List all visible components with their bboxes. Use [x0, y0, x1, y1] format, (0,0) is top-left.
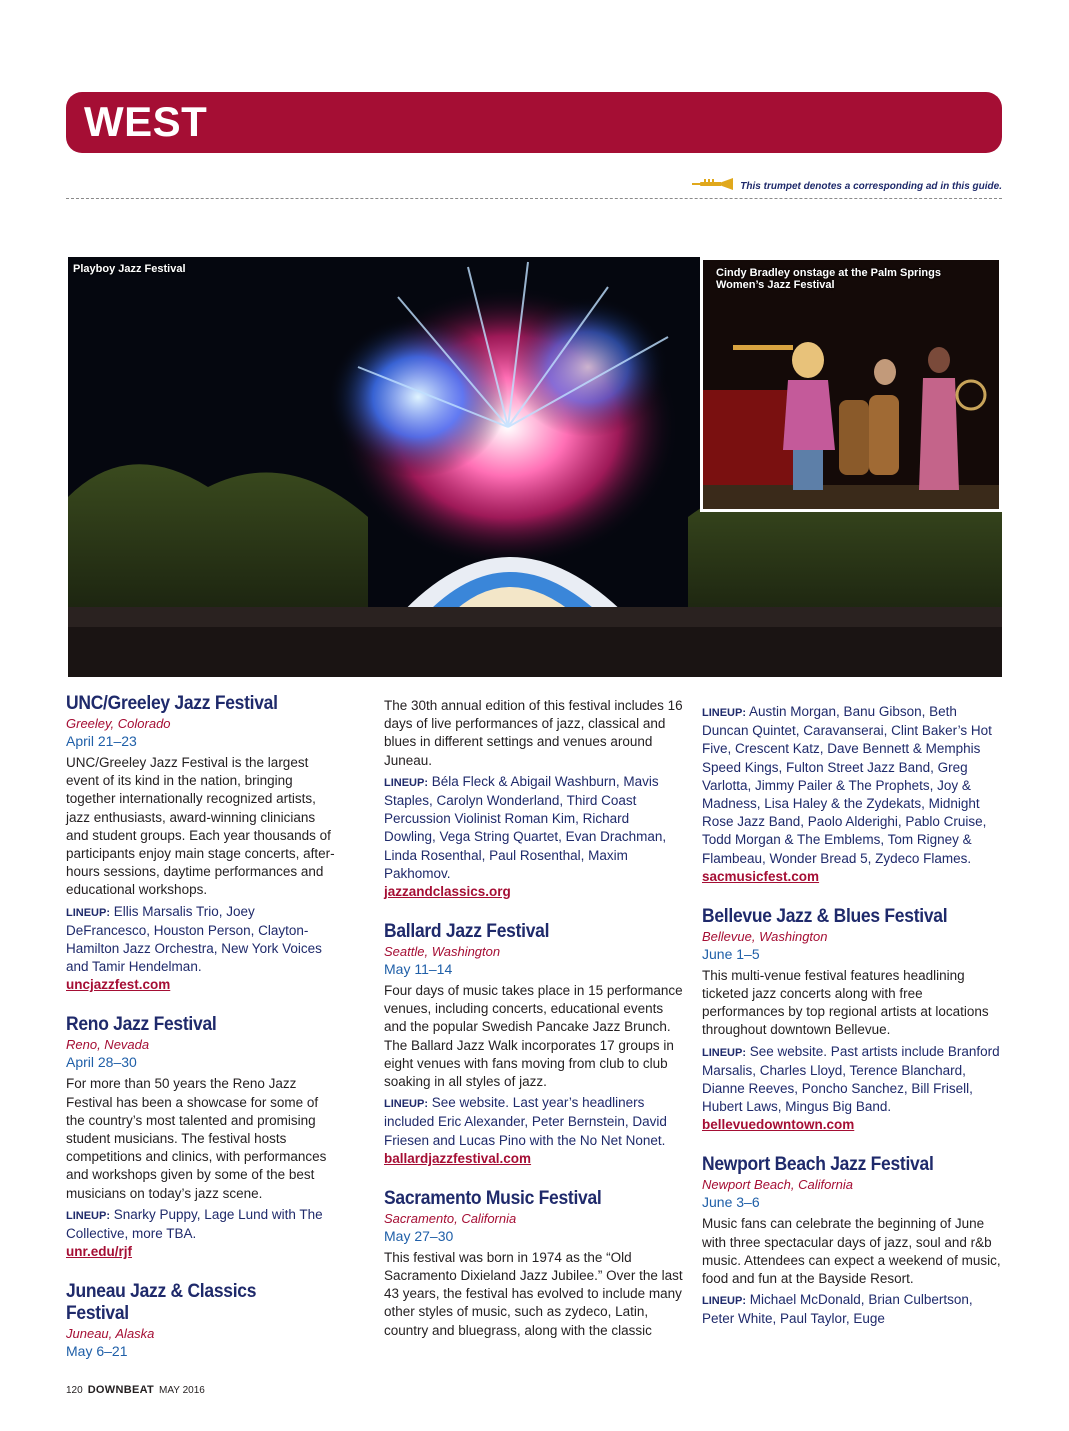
column-2: [384, 697, 684, 1360]
festival-entry-continued: [384, 697, 684, 901]
lineup-text: Snarky Puppy, Lage Lund with The Collective, more TBA.: [66, 1206, 323, 1242]
festival-dates: April 21–23: [66, 733, 137, 749]
festival-location: Newport Beach, California: [702, 1177, 854, 1193]
lineup-label: LINEUP:: [66, 906, 110, 919]
festival-dates: May 11–14: [384, 961, 453, 978]
festival-dates: May 27–30: [384, 1227, 454, 1244]
divider: [66, 198, 1002, 199]
festival-description: For more than 50 years the Reno Jazz Festival has been a showcase for some of the country’s most talented and promising student musicians. The festival hosts competitions and clinics, with performances and workshops given by some of the best musicians on today’s jazz scene.: [66, 1076, 327, 1201]
festival-description: The 30th annual edition of this festival includes 16 days of live performances of jazz, classical and blues in different settings and venues around Juneau.: [384, 698, 683, 768]
festival-dates: April 28–30: [66, 1054, 137, 1071]
lineup-text: Ellis Marsalis Trio, Joey DeFrancesco, Houston Person, Clayton-Hamilton Jazz Orchestra, New York Voices and Tamir Hendelman.: [66, 903, 322, 975]
festival-entry: [702, 1154, 1002, 1328]
page-number: 120: [66, 1385, 83, 1396]
column-1: [66, 693, 338, 1381]
festival-title: Bellevue Jazz & Blues Festival: [702, 905, 948, 927]
festival-lineup: [66, 903, 338, 977]
festival-location: Seattle, Washington: [384, 944, 501, 960]
festival-title: Ballard Jazz Festival: [384, 921, 550, 943]
festival-description: This multi-venue festival features headlining ticketed jazz concerts along with free performances by top regional artists at locations throughout downtown Bellevue.: [702, 967, 989, 1038]
festival-entry: [384, 921, 684, 1168]
festival-title: Juneau Jazz & Classics Festival: [66, 1281, 257, 1325]
section-title: WEST: [84, 98, 208, 145]
festival-entry: [66, 1281, 338, 1361]
festival-location: Greeley, Colorado: [66, 716, 171, 731]
festival-lineup: [384, 773, 684, 883]
festival-lineup: [702, 703, 1002, 868]
lineup-text: Béla Fleck & Abigail Washburn, Mavis Staples, Carolyn Wonderland, Third Coast Percussion Violinist Roman Kim, Richard Dowling, Vega String Quartet, Evan Drachman, Linda Rosenthal, Paul Rosenthal, Maxim Pakhomov.: [384, 773, 667, 881]
cindy-bradley-photo: [700, 257, 1002, 512]
festival-url[interactable]: bellevuedowntown.com: [702, 1117, 855, 1133]
section-banner: [66, 92, 1002, 153]
page-footer: [66, 1384, 205, 1396]
lineup-label: LINEUP:: [702, 1046, 746, 1059]
festival-title: Reno Jazz Festival: [66, 1014, 217, 1036]
festival-description: UNC/Greeley Jazz Festival is the largest event of its kind in the nation, bringing together internationally recognized artists, jazz enthusiasts, award-winning clinicians and student groups. Each year thousands of participants enjoy main stage concerts, after-hours sessions, daytime performances and educational workshops.: [66, 755, 335, 898]
lineup-text: Austin Morgan, Banu Gibson, Beth Duncan Quintet, Caravanserai, Clint Baker’s Hot Five, Crescent Katz, Dave Bennett & Memphis Speed Kings, Fulton Street Jazz Band, Greg Varlotta, Jimmy Pailer & The Prophets, Joy & Madness, Lisa Haley & the Zydekats, Midnight Rose Jazz Band, Paolo Alderighi, Pablo Cruise, Todd Morgan & The Emblems, Tom Rigney & Flambeau, Wonder Bread 5, Zydeco Flames.: [702, 704, 992, 866]
festival-url[interactable]: uncjazzfest.com: [66, 977, 171, 993]
festival-url[interactable]: sacmusicfest.com: [702, 868, 820, 884]
festival-dates: June 1–5: [702, 945, 760, 962]
festival-entry: [66, 693, 338, 994]
festival-dates: May 6–21: [66, 1343, 128, 1360]
inset-photo-caption: Cindy Bradley onstage at the Palm Springs Women’s Jazz Festival: [716, 267, 941, 291]
festival-lineup: [66, 1206, 338, 1243]
festival-location: Sacramento, California: [384, 1210, 517, 1226]
festival-url[interactable]: unr.edu/rjf: [66, 1244, 133, 1260]
festival-description: Four days of music takes place in 15 performance venues, including concerts, educational events and the popular Swedish Pancake Jazz Brunch. The Ballard Jazz Walk incorporates 17 groups in eight venues with fans moving from club to club soaking in all styles of jazz.: [384, 983, 683, 1090]
festival-entry-continued: [702, 703, 1002, 886]
festival-entry: [702, 906, 1002, 1135]
festival-entry: [384, 1188, 684, 1340]
lineup-label: LINEUP:: [66, 1209, 110, 1222]
legend-text: This trumpet denotes a corresponding ad in this guide.: [740, 180, 1002, 192]
festival-dates: June 3–6: [702, 1194, 760, 1211]
festival-lineup: [702, 1291, 1002, 1328]
lineup-label: LINEUP:: [702, 707, 746, 719]
festival-entry: [66, 1014, 338, 1261]
main-photo-caption: Playboy Jazz Festival: [73, 263, 186, 275]
festival-location: Juneau, Alaska: [66, 1326, 155, 1342]
festival-url[interactable]: jazzandclassics.org: [384, 884, 511, 900]
lineup-text: Michael McDonald, Brian Culbertson, Peter White, Paul Taylor, Euge: [702, 1292, 973, 1327]
magazine-brand: DOWNBEAT: [87, 1384, 155, 1396]
festival-location: Reno, Nevada: [66, 1037, 150, 1053]
column-3: [702, 703, 1002, 1349]
festival-title: Sacramento Music Festival: [384, 1187, 602, 1209]
festival-description: Music fans can celebrate the beginning of June with three spectacular days of jazz, soul and r&b music. Attendees can expect a weekend of music, food and fun at the Bayside Resort.: [702, 1216, 1001, 1287]
issue-date: MAY 2016: [159, 1385, 205, 1396]
lineup-text: See website. Last year’s headliners included Eric Alexander, Peter Bernstein, David Friesen and Lucas Pino with the No Net Nonet.: [384, 1095, 667, 1148]
festival-location: Bellevue, Washington: [702, 928, 828, 944]
trumpet-legend: [692, 177, 1002, 195]
festival-lineup: [384, 1094, 684, 1150]
festival-url[interactable]: ballardjazzfestival.com: [384, 1150, 532, 1166]
festival-description: This festival was born in 1974 as the “Old Sacramento Dixieland Jazz Jubilee.” Over the last 43 years, the festival has evolved to include many other styles of music, such as zydeco, Latin, country and bluegrass, along with the classic: [384, 1249, 683, 1338]
festival-lineup: [702, 1043, 1002, 1117]
lineup-label: LINEUP:: [384, 1098, 428, 1111]
lineup-label: LINEUP:: [702, 1295, 746, 1308]
lineup-label: LINEUP:: [384, 776, 428, 789]
lineup-text: See website. Past artists include Branford Marsalis, Charles Lloyd, Terence Blanchard, Dianne Reeves, Poncho Sanchez, Bill Frisell, Hubert Laws, Mingus Big Band.: [702, 1043, 1000, 1115]
trumpet-icon: [692, 177, 734, 195]
festival-title: UNC/Greeley Jazz Festival: [66, 693, 278, 714]
festival-title: Newport Beach Jazz Festival: [702, 1154, 934, 1176]
